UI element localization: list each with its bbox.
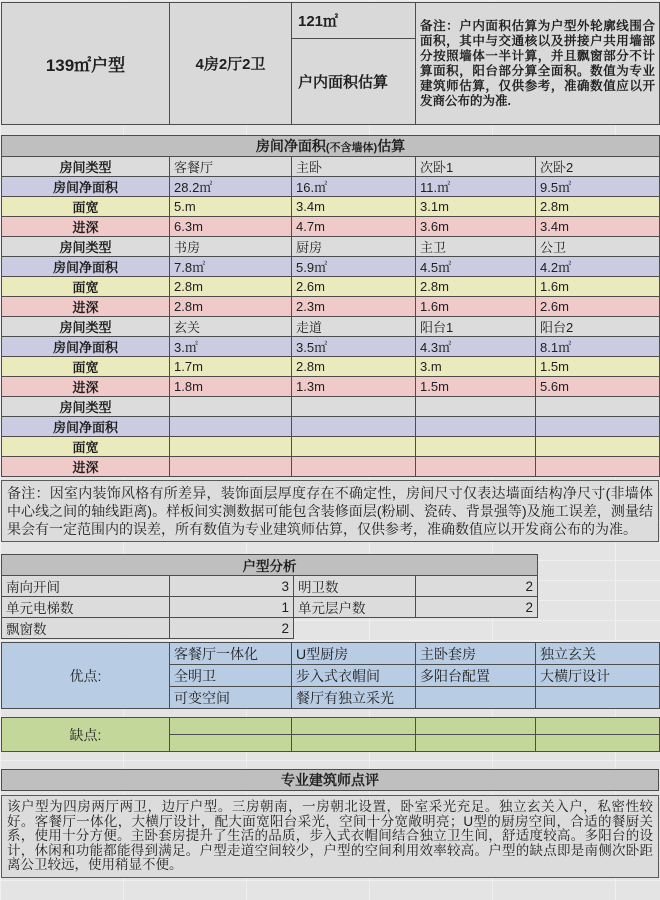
net-area-cell: 11.㎡ bbox=[416, 177, 536, 197]
depth-row bbox=[2, 217, 660, 237]
analysis-value: 2 bbox=[416, 576, 538, 597]
depth-cell: 5.6m bbox=[536, 377, 660, 397]
room-type-cell: 主卫 bbox=[416, 237, 536, 257]
room-type-row bbox=[2, 317, 660, 337]
row-label: 房间净面积 bbox=[2, 257, 170, 277]
review-text: 该户型为四房两厅两卫，边厅户型。三房朝南，一房朝北设置，卧室采光充足。独立玄关入户，私密性较好。客餐厅一体化，大横厅设计，配大面宽阳台采光，空间十分宽敞明亮；U型的厨房空间，合适的餐厨关系，使用十分方便。主卧套房提升了生活的品质，步入式衣帽间结合独立卫生间，舒适度较高。多阳台的设计，休闲和功能都能得到满足。户型走道空间较少，户型的空间利用效率较高。户型的缺点即是南侧次卧距离公卫较远，使用稍显不便。 bbox=[1, 795, 659, 878]
room-net-area-table bbox=[1, 135, 660, 477]
width-row bbox=[2, 357, 660, 377]
net-area-cell: 4.3㎡ bbox=[416, 337, 536, 357]
empty-cell bbox=[294, 618, 416, 639]
depth-cell: 6.3m bbox=[170, 217, 292, 237]
area-note-cell: 备注：户内面积估算为户型外轮廓线围合面积，其中与交通核以及拼接户共用墙部分按照墙体一半计算，并且飘窗部分不计算面积，阳台部分算全面积。数值为专业建筑师估算，仅供参考，准确数值应以开发商公布的为准. bbox=[416, 3, 660, 125]
depth-cell bbox=[292, 457, 416, 477]
row-label: 房间净面积 bbox=[2, 177, 170, 197]
depth-cell: 3.6m bbox=[416, 217, 536, 237]
room-type-row bbox=[2, 397, 660, 417]
pros-item bbox=[416, 687, 536, 709]
depth-row bbox=[2, 457, 660, 477]
analysis-row bbox=[2, 618, 538, 639]
row-label: 面宽 bbox=[2, 437, 170, 457]
analysis-value: 2 bbox=[416, 597, 538, 618]
width-cell: 3.4m bbox=[292, 197, 416, 217]
room-type-cell bbox=[170, 397, 292, 417]
pros-row bbox=[2, 643, 660, 665]
pros-item: 客餐厅一体化 bbox=[170, 643, 292, 665]
net-area-cell: 9.5㎡ bbox=[536, 177, 660, 197]
room-type-cell: 书房 bbox=[170, 237, 292, 257]
room-type-cell bbox=[292, 397, 416, 417]
indoor-area-value-cell: 121㎡ bbox=[292, 3, 416, 39]
pros-item: 餐厅有独立采光 bbox=[292, 687, 416, 709]
unit-summary-table bbox=[1, 2, 660, 125]
pros-table bbox=[1, 642, 660, 709]
net-area-cell: 3.5㎡ bbox=[292, 337, 416, 357]
cons-item bbox=[416, 718, 536, 735]
room-type-cell bbox=[536, 397, 660, 417]
net-area-cell: 8.1㎡ bbox=[536, 337, 660, 357]
row-label: 房间净面积 bbox=[2, 417, 170, 437]
pros-item: 独立玄关 bbox=[536, 643, 660, 665]
analysis-label: 南向开间 bbox=[2, 576, 170, 597]
width-cell bbox=[292, 437, 416, 457]
room-type-cell: 次卧1 bbox=[416, 157, 536, 177]
room-table-title bbox=[2, 136, 660, 157]
room-type-row bbox=[2, 157, 660, 177]
width-cell: 5.m bbox=[170, 197, 292, 217]
analysis-header bbox=[2, 555, 538, 576]
indoor-area-label-cell: 户内面积估算 bbox=[292, 39, 416, 125]
analysis-label: 明卫数 bbox=[294, 576, 416, 597]
analysis-label: 单元层户数 bbox=[294, 597, 416, 618]
width-cell: 2.8m bbox=[170, 277, 292, 297]
net-area-row bbox=[2, 177, 660, 197]
net-area-cell: 7.8㎡ bbox=[170, 257, 292, 277]
row-label: 房间类型 bbox=[2, 317, 170, 337]
cons-item bbox=[536, 735, 660, 752]
depth-cell bbox=[416, 457, 536, 477]
net-area-cell: 4.2㎡ bbox=[536, 257, 660, 277]
row-label: 面宽 bbox=[2, 277, 170, 297]
analysis-label: 单元电梯数 bbox=[2, 597, 170, 618]
depth-cell: 4.7m bbox=[292, 217, 416, 237]
depth-cell: 2.8m bbox=[170, 297, 292, 317]
cons-item bbox=[416, 735, 536, 752]
analysis-title: 户型分析 bbox=[2, 555, 538, 576]
depth-cell: 1.3m bbox=[292, 377, 416, 397]
room-count-cell: 4房2厅2卫 bbox=[170, 3, 292, 125]
depth-cell: 1.8m bbox=[170, 377, 292, 397]
cons-label-cell: 缺点: bbox=[2, 718, 170, 752]
depth-cell bbox=[170, 457, 292, 477]
title-tail: 估算 bbox=[377, 138, 406, 154]
net-area-cell bbox=[292, 417, 416, 437]
row-label: 房间类型 bbox=[2, 157, 170, 177]
net-area-cell: 28.2㎡ bbox=[170, 177, 292, 197]
cons-item bbox=[292, 735, 416, 752]
width-cell: 3.m bbox=[416, 357, 536, 377]
width-cell: 2.8m bbox=[536, 197, 660, 217]
pros-item: 步入式衣帽间 bbox=[292, 665, 416, 687]
row-label: 进深 bbox=[2, 377, 170, 397]
row-label: 进深 bbox=[2, 217, 170, 237]
room-type-cell: 厨房 bbox=[292, 237, 416, 257]
depth-cell bbox=[536, 457, 660, 477]
row-label: 进深 bbox=[2, 457, 170, 477]
pros-item bbox=[536, 687, 660, 709]
room-type-cell: 次卧2 bbox=[536, 157, 660, 177]
depth-cell: 1.6m bbox=[416, 297, 536, 317]
net-area-row bbox=[2, 337, 660, 357]
width-cell bbox=[536, 437, 660, 457]
width-cell: 2.8m bbox=[292, 357, 416, 377]
width-cell: 1.6m bbox=[536, 277, 660, 297]
row-label: 面宽 bbox=[2, 197, 170, 217]
net-area-row bbox=[2, 257, 660, 277]
row-label: 面宽 bbox=[2, 357, 170, 377]
pros-item: 全明卫 bbox=[170, 665, 292, 687]
depth-cell: 2.6m bbox=[536, 297, 660, 317]
room-type-cell: 走道 bbox=[292, 317, 416, 337]
row-label: 房间类型 bbox=[2, 397, 170, 417]
width-row bbox=[2, 277, 660, 297]
cons-item bbox=[536, 718, 660, 735]
width-cell: 1.7m bbox=[170, 357, 292, 377]
unit-size-cell: 139㎡户型 bbox=[2, 3, 170, 125]
room-type-cell: 公卫 bbox=[536, 237, 660, 257]
depth-cell: 2.3m bbox=[292, 297, 416, 317]
measurement-note: 备注：因室内装饰风格有所差异，装饰面层厚度存在不确定性，房间尺寸仅表达墙面结构净尺寸(非墙体中心线之间的轴线距离)。样板间实测数据可能包含装修面层(粉刷、瓷砖、背景强等)及施工误差，测量结果会有一定范围内的误差，所有数值为专业建筑师估算，仅供参考，准确数值应以开发商公布的为准。 bbox=[1, 480, 659, 542]
cons-item bbox=[292, 718, 416, 735]
room-table-header bbox=[2, 136, 660, 157]
room-type-cell: 玄关 bbox=[170, 317, 292, 337]
net-area-cell bbox=[170, 417, 292, 437]
pros-label-cell: 优点: bbox=[2, 643, 170, 709]
row-label: 进深 bbox=[2, 297, 170, 317]
room-type-cell: 阳台1 bbox=[416, 317, 536, 337]
empty-cell bbox=[416, 618, 538, 639]
title-main: 房间净面积 bbox=[255, 138, 326, 154]
width-cell: 1.5m bbox=[536, 357, 660, 377]
row-label: 房间净面积 bbox=[2, 337, 170, 357]
room-type-cell: 阳台2 bbox=[536, 317, 660, 337]
analysis-value: 3 bbox=[170, 576, 294, 597]
depth-cell: 3.4m bbox=[536, 217, 660, 237]
width-row bbox=[2, 197, 660, 217]
pros-item: 多阳台配置 bbox=[416, 665, 536, 687]
room-type-row bbox=[2, 237, 660, 257]
row-label: 房间类型 bbox=[2, 237, 170, 257]
depth-cell: 1.5m bbox=[416, 377, 536, 397]
width-cell: 2.6m bbox=[292, 277, 416, 297]
depth-row bbox=[2, 297, 660, 317]
width-cell bbox=[416, 437, 536, 457]
width-cell: 2.8m bbox=[416, 277, 536, 297]
pros-item: 主卧套房 bbox=[416, 643, 536, 665]
pros-item: 可变空间 bbox=[170, 687, 292, 709]
analysis-row bbox=[2, 597, 538, 618]
pros-item: U型厨房 bbox=[292, 643, 416, 665]
depth-row bbox=[2, 377, 660, 397]
width-cell bbox=[170, 437, 292, 457]
analysis-label: 飘窗数 bbox=[2, 618, 170, 639]
room-type-cell bbox=[416, 397, 536, 417]
analysis-row bbox=[2, 576, 538, 597]
net-area-cell: 4.5㎡ bbox=[416, 257, 536, 277]
cons-item bbox=[170, 735, 292, 752]
room-type-cell: 客餐厅 bbox=[170, 157, 292, 177]
analysis-value: 1 bbox=[170, 597, 294, 618]
title-small: (不含墙体) bbox=[325, 142, 378, 154]
cons-row bbox=[2, 718, 660, 735]
net-area-cell bbox=[416, 417, 536, 437]
analysis-value: 2 bbox=[170, 618, 294, 639]
unit-analysis-table bbox=[1, 554, 538, 639]
net-area-cell: 16.㎡ bbox=[292, 177, 416, 197]
cons-table bbox=[1, 717, 660, 752]
net-area-row bbox=[2, 417, 660, 437]
pros-item: 大横厅设计 bbox=[536, 665, 660, 687]
width-row bbox=[2, 437, 660, 457]
net-area-cell: 5.9㎡ bbox=[292, 257, 416, 277]
net-area-cell: 3.㎡ bbox=[170, 337, 292, 357]
review-title: 专业建筑师点评 bbox=[1, 769, 659, 791]
cons-item bbox=[170, 718, 292, 735]
net-area-cell bbox=[536, 417, 660, 437]
room-type-cell: 主卧 bbox=[292, 157, 416, 177]
width-cell: 3.1m bbox=[416, 197, 536, 217]
